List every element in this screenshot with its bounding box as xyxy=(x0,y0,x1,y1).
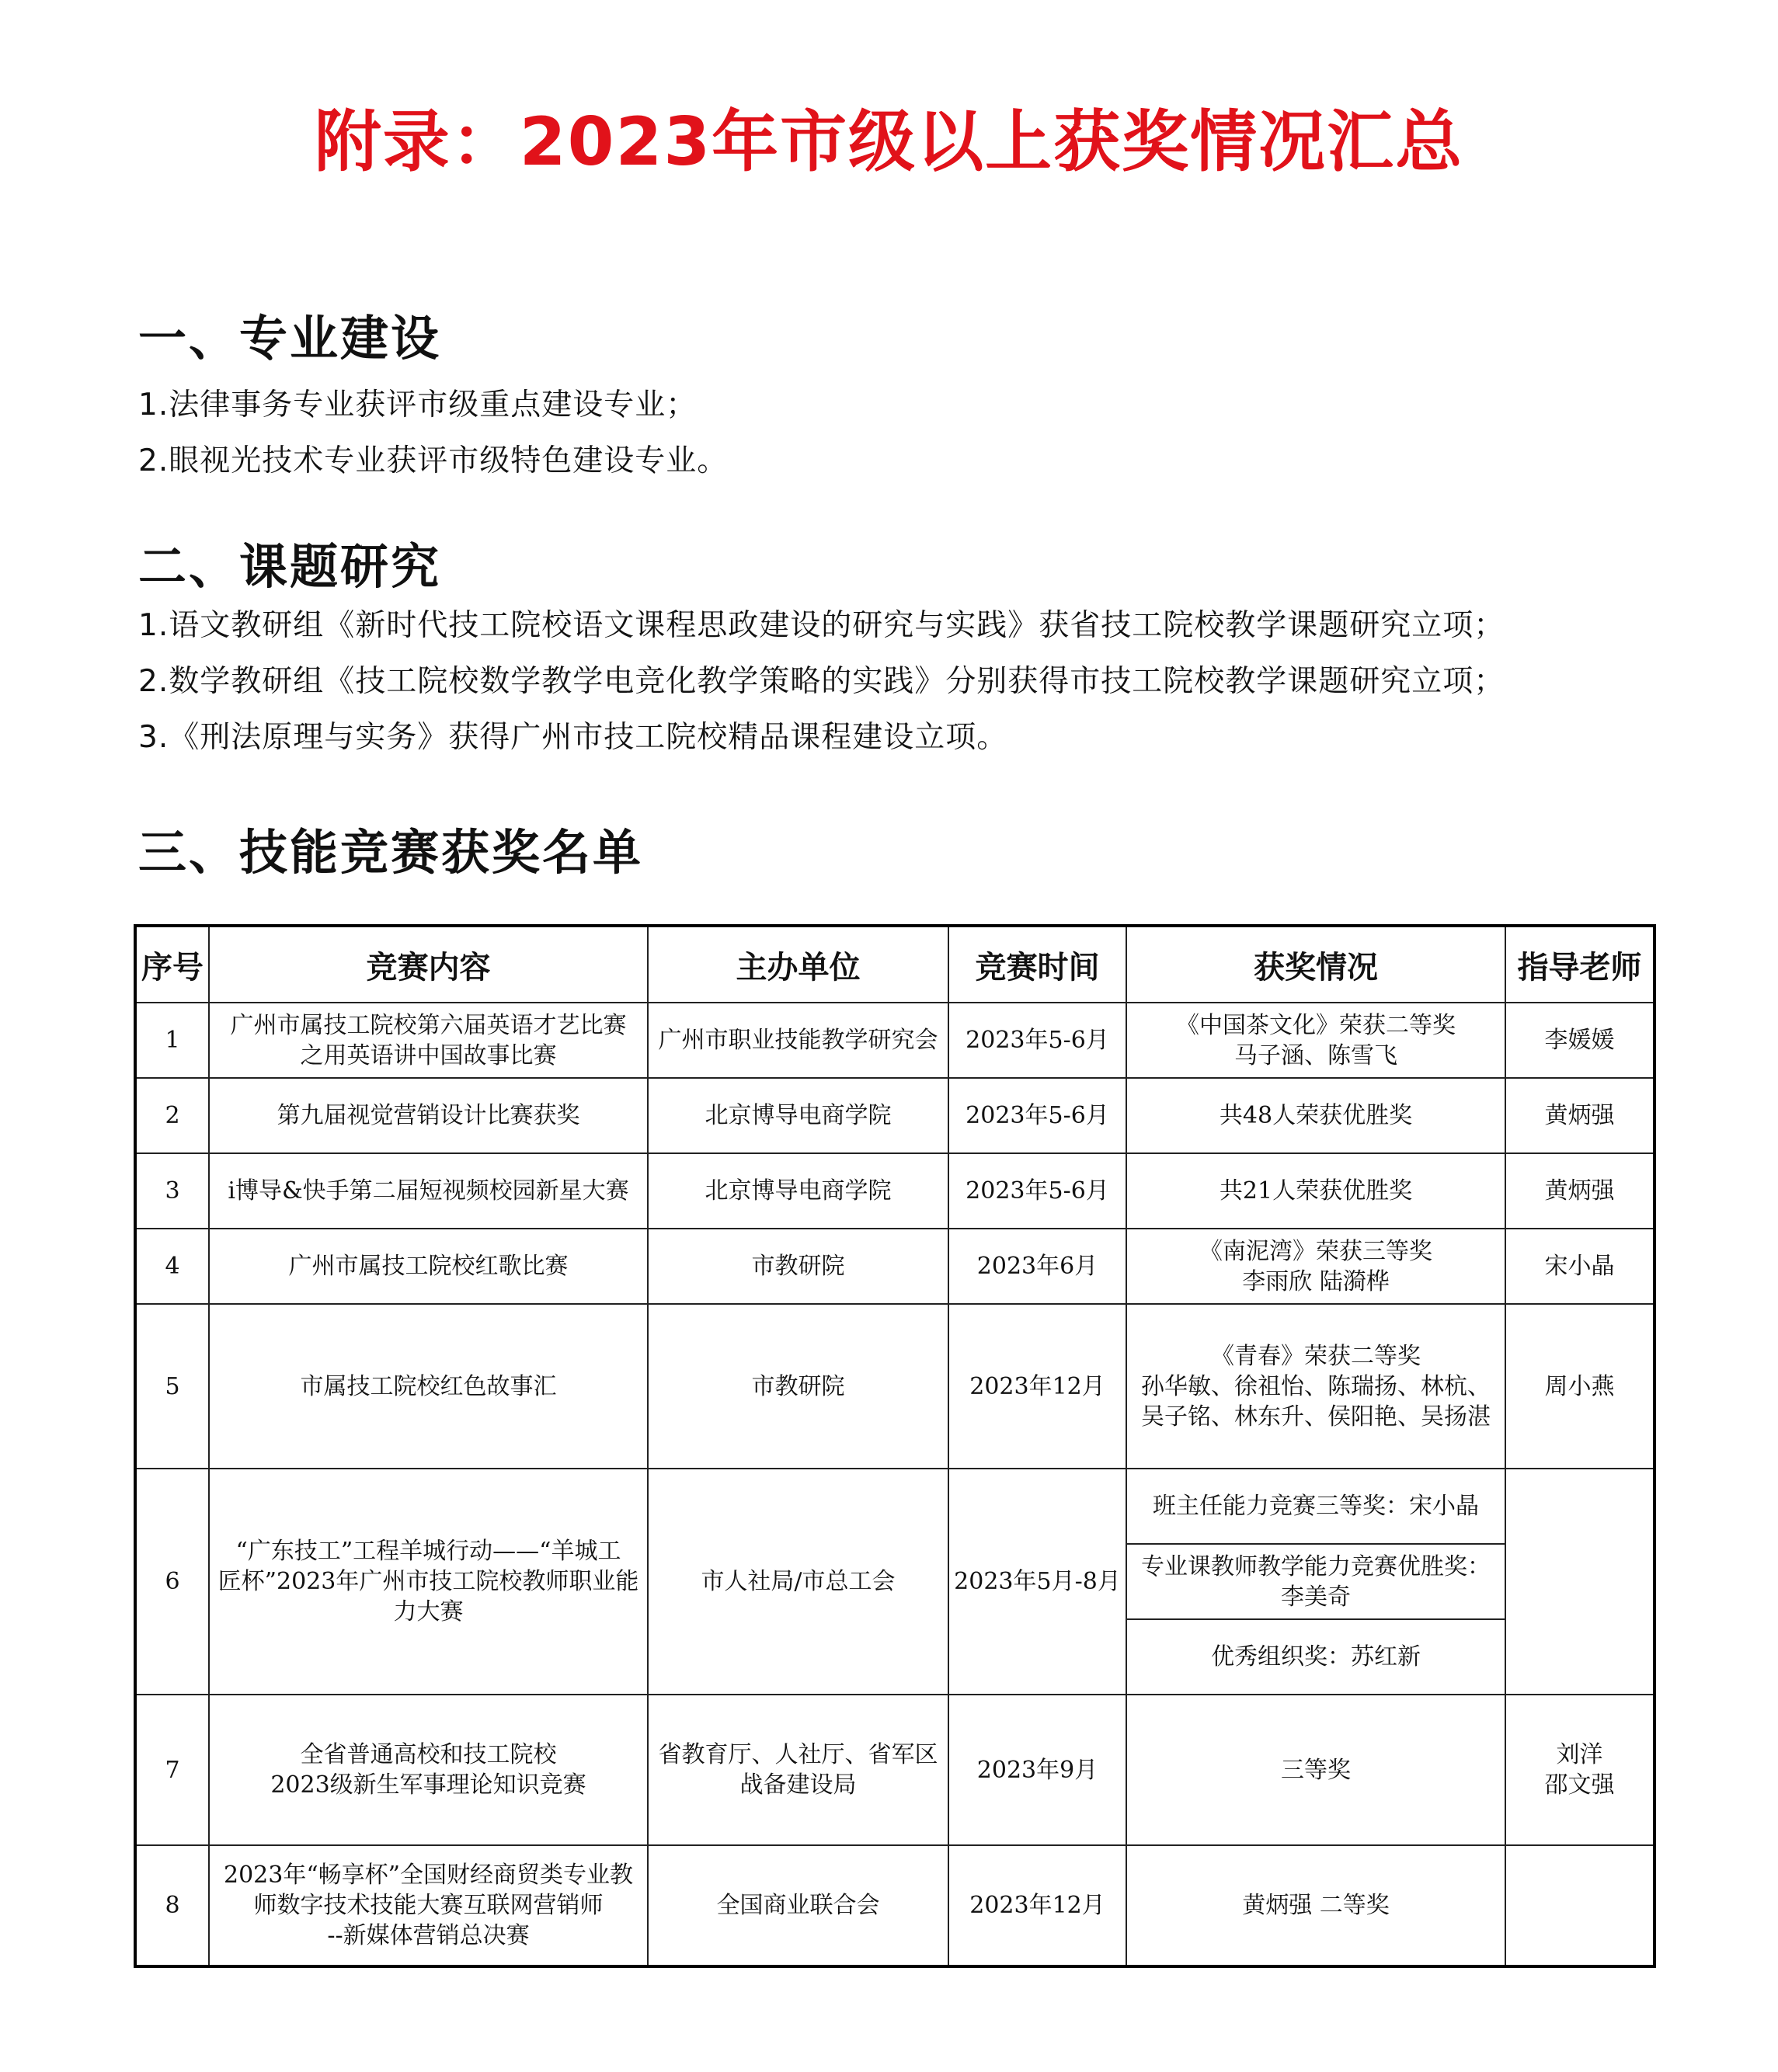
table-row xyxy=(135,1229,1654,1304)
award-result: 优秀组织奖：苏红新 xyxy=(1126,1619,1505,1695)
award-result: 共48人荣获优胜奖 xyxy=(1126,1078,1505,1153)
competition-content: 广州市属技工院校第六届英语才艺比赛 之用英语讲中国故事比赛 xyxy=(209,1003,648,1078)
organizer: 广州市职业技能教学研究会 xyxy=(648,1003,948,1078)
organizer: 全国商业联合会 xyxy=(648,1845,948,1966)
teacher xyxy=(1505,1845,1654,1966)
teacher: 黄炳强 xyxy=(1505,1153,1654,1229)
row-number: 7 xyxy=(135,1695,209,1845)
table-header-row xyxy=(135,926,1654,1003)
table-row xyxy=(135,1304,1654,1469)
row-number: 5 xyxy=(135,1304,209,1469)
teacher: 黄炳强 xyxy=(1505,1078,1654,1153)
award-result: 三等奖 xyxy=(1126,1695,1505,1845)
competition-time: 2023年5月-8月 xyxy=(948,1469,1126,1695)
competition-content: 全省普通高校和技工院校 2023级新生军事理论知识竞赛 xyxy=(209,1695,648,1845)
row-number: 8 xyxy=(135,1845,209,1966)
awards-table xyxy=(134,924,1656,1968)
competition-content: 第九届视觉营销设计比赛获奖 xyxy=(209,1078,648,1153)
section-heading-competitions: 三、技能竞赛获奖名单 xyxy=(138,824,644,881)
award-result: 《南泥湾》荣获三等奖 李雨欣 陆漪桦 xyxy=(1126,1229,1505,1304)
award-result: 《中国茶文化》荣获二等奖 马子涵、陈雪飞 xyxy=(1126,1003,1505,1078)
competition-content: 2023年“畅享杯”全国财经商贸类专业教 师数字技术技能大赛互联网营销师 --新媒体营销总决赛 xyxy=(209,1845,648,1966)
row-number: 4 xyxy=(135,1229,209,1304)
competition-content: i博导&快手第二届短视频校园新星大赛 xyxy=(209,1153,648,1229)
competition-time: 2023年5-6月 xyxy=(948,1078,1126,1153)
competition-time: 2023年6月 xyxy=(948,1229,1126,1304)
award-result: 《青春》荣获二等奖 孙华敏、徐祖怡、陈瑞扬、林杭、 吴子铭、林东升、侯阳艳、吴扬湛 xyxy=(1126,1304,1505,1469)
column-header-time: 竞赛时间 xyxy=(948,926,1126,1003)
teacher: 宋小晶 xyxy=(1505,1229,1654,1304)
organizer: 省教育厅、人社厅、省军区 战备建设局 xyxy=(648,1695,948,1845)
page-title: 附录：2023年市级以上获奖情况汇总 xyxy=(314,103,1464,181)
table-row xyxy=(135,1469,1654,1544)
table-row xyxy=(135,1003,1654,1078)
row-number: 1 xyxy=(135,1003,209,1078)
competition-time: 2023年9月 xyxy=(948,1695,1126,1845)
section2-item-3: 3.《刑法原理与实务》获得广州市技工院校精品课程建设立项。 xyxy=(138,720,1008,755)
table-row xyxy=(135,1695,1654,1845)
award-result: 专业课教师教学能力竞赛优胜奖： 李美奇 xyxy=(1126,1544,1505,1619)
teacher xyxy=(1505,1469,1654,1695)
column-header-no: 序号 xyxy=(135,926,209,1003)
column-header-content: 竞赛内容 xyxy=(209,926,648,1003)
organizer: 市教研院 xyxy=(648,1229,948,1304)
teacher: 周小燕 xyxy=(1505,1304,1654,1469)
table-row xyxy=(135,1078,1654,1153)
row-number: 2 xyxy=(135,1078,209,1153)
column-header-award: 获奖情况 xyxy=(1126,926,1505,1003)
award-result: 班主任能力竞赛三等奖：宋小晶 xyxy=(1126,1469,1505,1544)
table-row xyxy=(135,1153,1654,1229)
award-result: 黄炳强 二等奖 xyxy=(1126,1845,1505,1966)
section1-item-2: 2.眼视光技术专业获评市级特色建设专业。 xyxy=(138,443,729,478)
section2-item-1: 1.语文教研组《新时代技工院校语文课程思政建设的研究与实践》获省技工院校教学课题研究立项； xyxy=(138,608,1505,643)
organizer: 市人社局/市总工会 xyxy=(648,1469,948,1695)
column-header-organizer: 主办单位 xyxy=(648,926,948,1003)
section-heading-research: 二、课题研究 xyxy=(138,538,442,595)
row-number: 6 xyxy=(135,1469,209,1695)
section2-item-2: 2.数学教研组《技工院校数学教学电竞化教学策略的实践》分别获得市技工院校教学课题研究立项； xyxy=(138,664,1505,699)
competition-time: 2023年12月 xyxy=(948,1304,1126,1469)
teacher: 李媛媛 xyxy=(1505,1003,1654,1078)
teacher: 刘洋 邵文强 xyxy=(1505,1695,1654,1845)
competition-time: 2023年12月 xyxy=(948,1845,1126,1966)
section-heading-major-construction: 一、专业建设 xyxy=(138,310,442,367)
competition-content: 广州市属技工院校红歌比赛 xyxy=(209,1229,648,1304)
competition-time: 2023年5-6月 xyxy=(948,1153,1126,1229)
competition-content: 市属技工院校红色故事汇 xyxy=(209,1304,648,1469)
organizer: 北京博导电商学院 xyxy=(648,1153,948,1229)
column-header-teacher: 指导老师 xyxy=(1505,926,1654,1003)
organizer: 市教研院 xyxy=(648,1304,948,1469)
row-number: 3 xyxy=(135,1153,209,1229)
competition-time: 2023年5-6月 xyxy=(948,1003,1126,1078)
competition-content: “广东技工”工程羊城行动——“羊城工 匠杯”2023年广州市技工院校教师职业能 力大赛 xyxy=(209,1469,648,1695)
section1-item-1: 1.法律事务专业获评市级重点建设专业； xyxy=(138,388,698,422)
award-result: 共21人荣获优胜奖 xyxy=(1126,1153,1505,1229)
table-row xyxy=(135,1845,1654,1966)
organizer: 北京博导电商学院 xyxy=(648,1078,948,1153)
